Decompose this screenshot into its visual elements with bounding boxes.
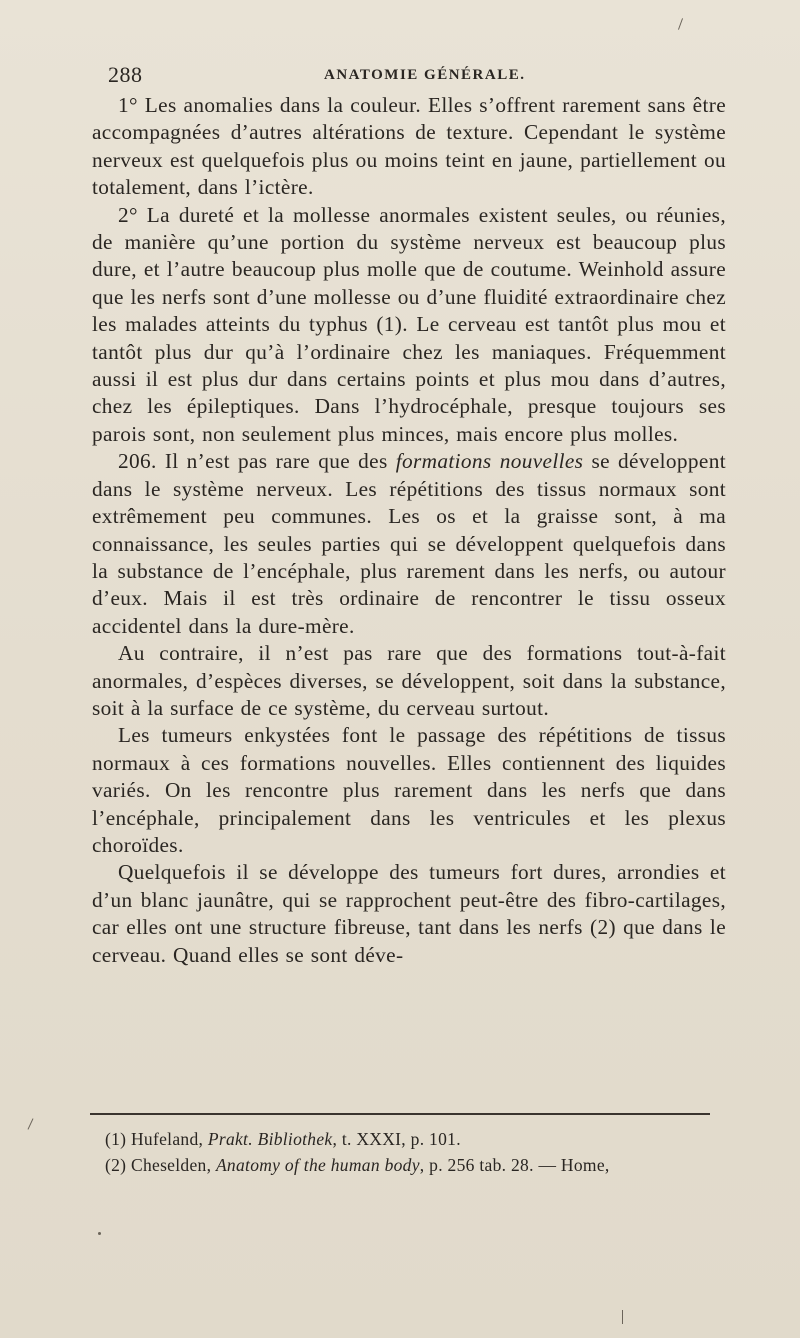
- footnotes: [105, 1126, 745, 1178]
- main-text: [92, 92, 726, 969]
- italic-term: formations nouvelles: [395, 449, 584, 474]
- footnote-2: [105, 1152, 745, 1178]
- footnote-2-title: Anatomy of the human body: [215, 1155, 420, 1175]
- paragraph-hardness-softness: 2° La dureté et la mollesse anormales existent seules, ou réunies, de manière qu’une portion du système nerveux est beaucoup plus dure, et l’autre beaucoup plus molle que de coutume. Weinhold assure que les nerfs sont d’une mollesse ou d’une fluidité extraordinaire chez les malades atteints du typhus (1). Le cerveau est tantôt plus mou et tantôt plus dur qu’à l’ordinaire chez les maniaques. Fréquemment aussi il est plus dur dans certains points et plus mou dans d’autres, chez les épileptiques. Dans l’hydrocéphale, presque toujours ses parois sont, non seulement plus minces, mais encore plus molles.: [92, 202, 726, 446]
- footnote-2-ref: , p. 256 tab. 28. — Home,: [419, 1155, 610, 1175]
- p3-text-end: se développent dans le système nerveux. Les répétitions des tissus normaux sont extrêmement peu communes. Les os et la graisse sont, à ma connaissance, les seules parties qui se développent quelquefois dans la substance de l’encéphale, plus rarement dans les nerfs, ou autour d’eux. Mais il est très ordinaire de rencontrer le tissu osseux accidentel dans la dure-mère.: [92, 449, 726, 638]
- page-number: 288: [108, 62, 143, 87]
- paper-speck: [678, 18, 683, 30]
- p3-text-start: 206. Il n’est pas rare que des: [118, 449, 396, 474]
- paragraph-abnormal-formations: Au contraire, il n’est pas rare que des formations tout-à-fait anormales, d’espèces diverses, se développent, soit dans la substance, soit à la surface de ce système, du cerveau surtout.: [92, 641, 726, 720]
- footnote-2-author: (2) Cheselden,: [105, 1155, 216, 1175]
- footnote-1-ref: , t. XXXI, p. 101.: [332, 1129, 461, 1149]
- footnote-1-title: Prakt. Bibliothek: [207, 1129, 333, 1149]
- footnote-1: [105, 1126, 745, 1152]
- paragraph-cystic-tumors: Les tumeurs enkystées font le passage des répétitions de tissus normaux à ces formations nouvelles. Elles contiennent des liquides variés. On les rencontre plus rarement dans les nerfs que dans l’encéphale, principalement dans les ventricules et les plexus choroïdes.: [92, 723, 726, 857]
- footnote-1-author: (1) Hufeland,: [105, 1129, 208, 1149]
- running-title: ANATOMIE GÉNÉRALE.: [324, 67, 526, 83]
- paper-speck: [28, 1118, 34, 1129]
- paragraph-hard-tumors: Quelquefois il se développe des tumeurs fort dures, arrondies et d’un blanc jaunâtre, qui se rapprochent peut-être des fibro-cartilages, car elles ont une structure fibreuse, tant dans les nerfs (2) que dans le cerveau. Quand elles se sont déve-: [92, 860, 726, 967]
- paragraph-206-new-formations: [92, 448, 726, 640]
- paper-speck: [98, 1232, 101, 1235]
- page-header: [108, 62, 730, 92]
- paper-speck: [622, 1310, 623, 1324]
- footnote-rule: [90, 1113, 710, 1115]
- paragraph-color-anomalies: 1° Les anomalies dans la couleur. Elles s’offrent rarement sans être accompagnées d’autres altérations de texture. Cependant le système nerveux est quelquefois plus ou moins teint en jaune, partiellement ou totalement, dans l’ictère.: [92, 93, 726, 200]
